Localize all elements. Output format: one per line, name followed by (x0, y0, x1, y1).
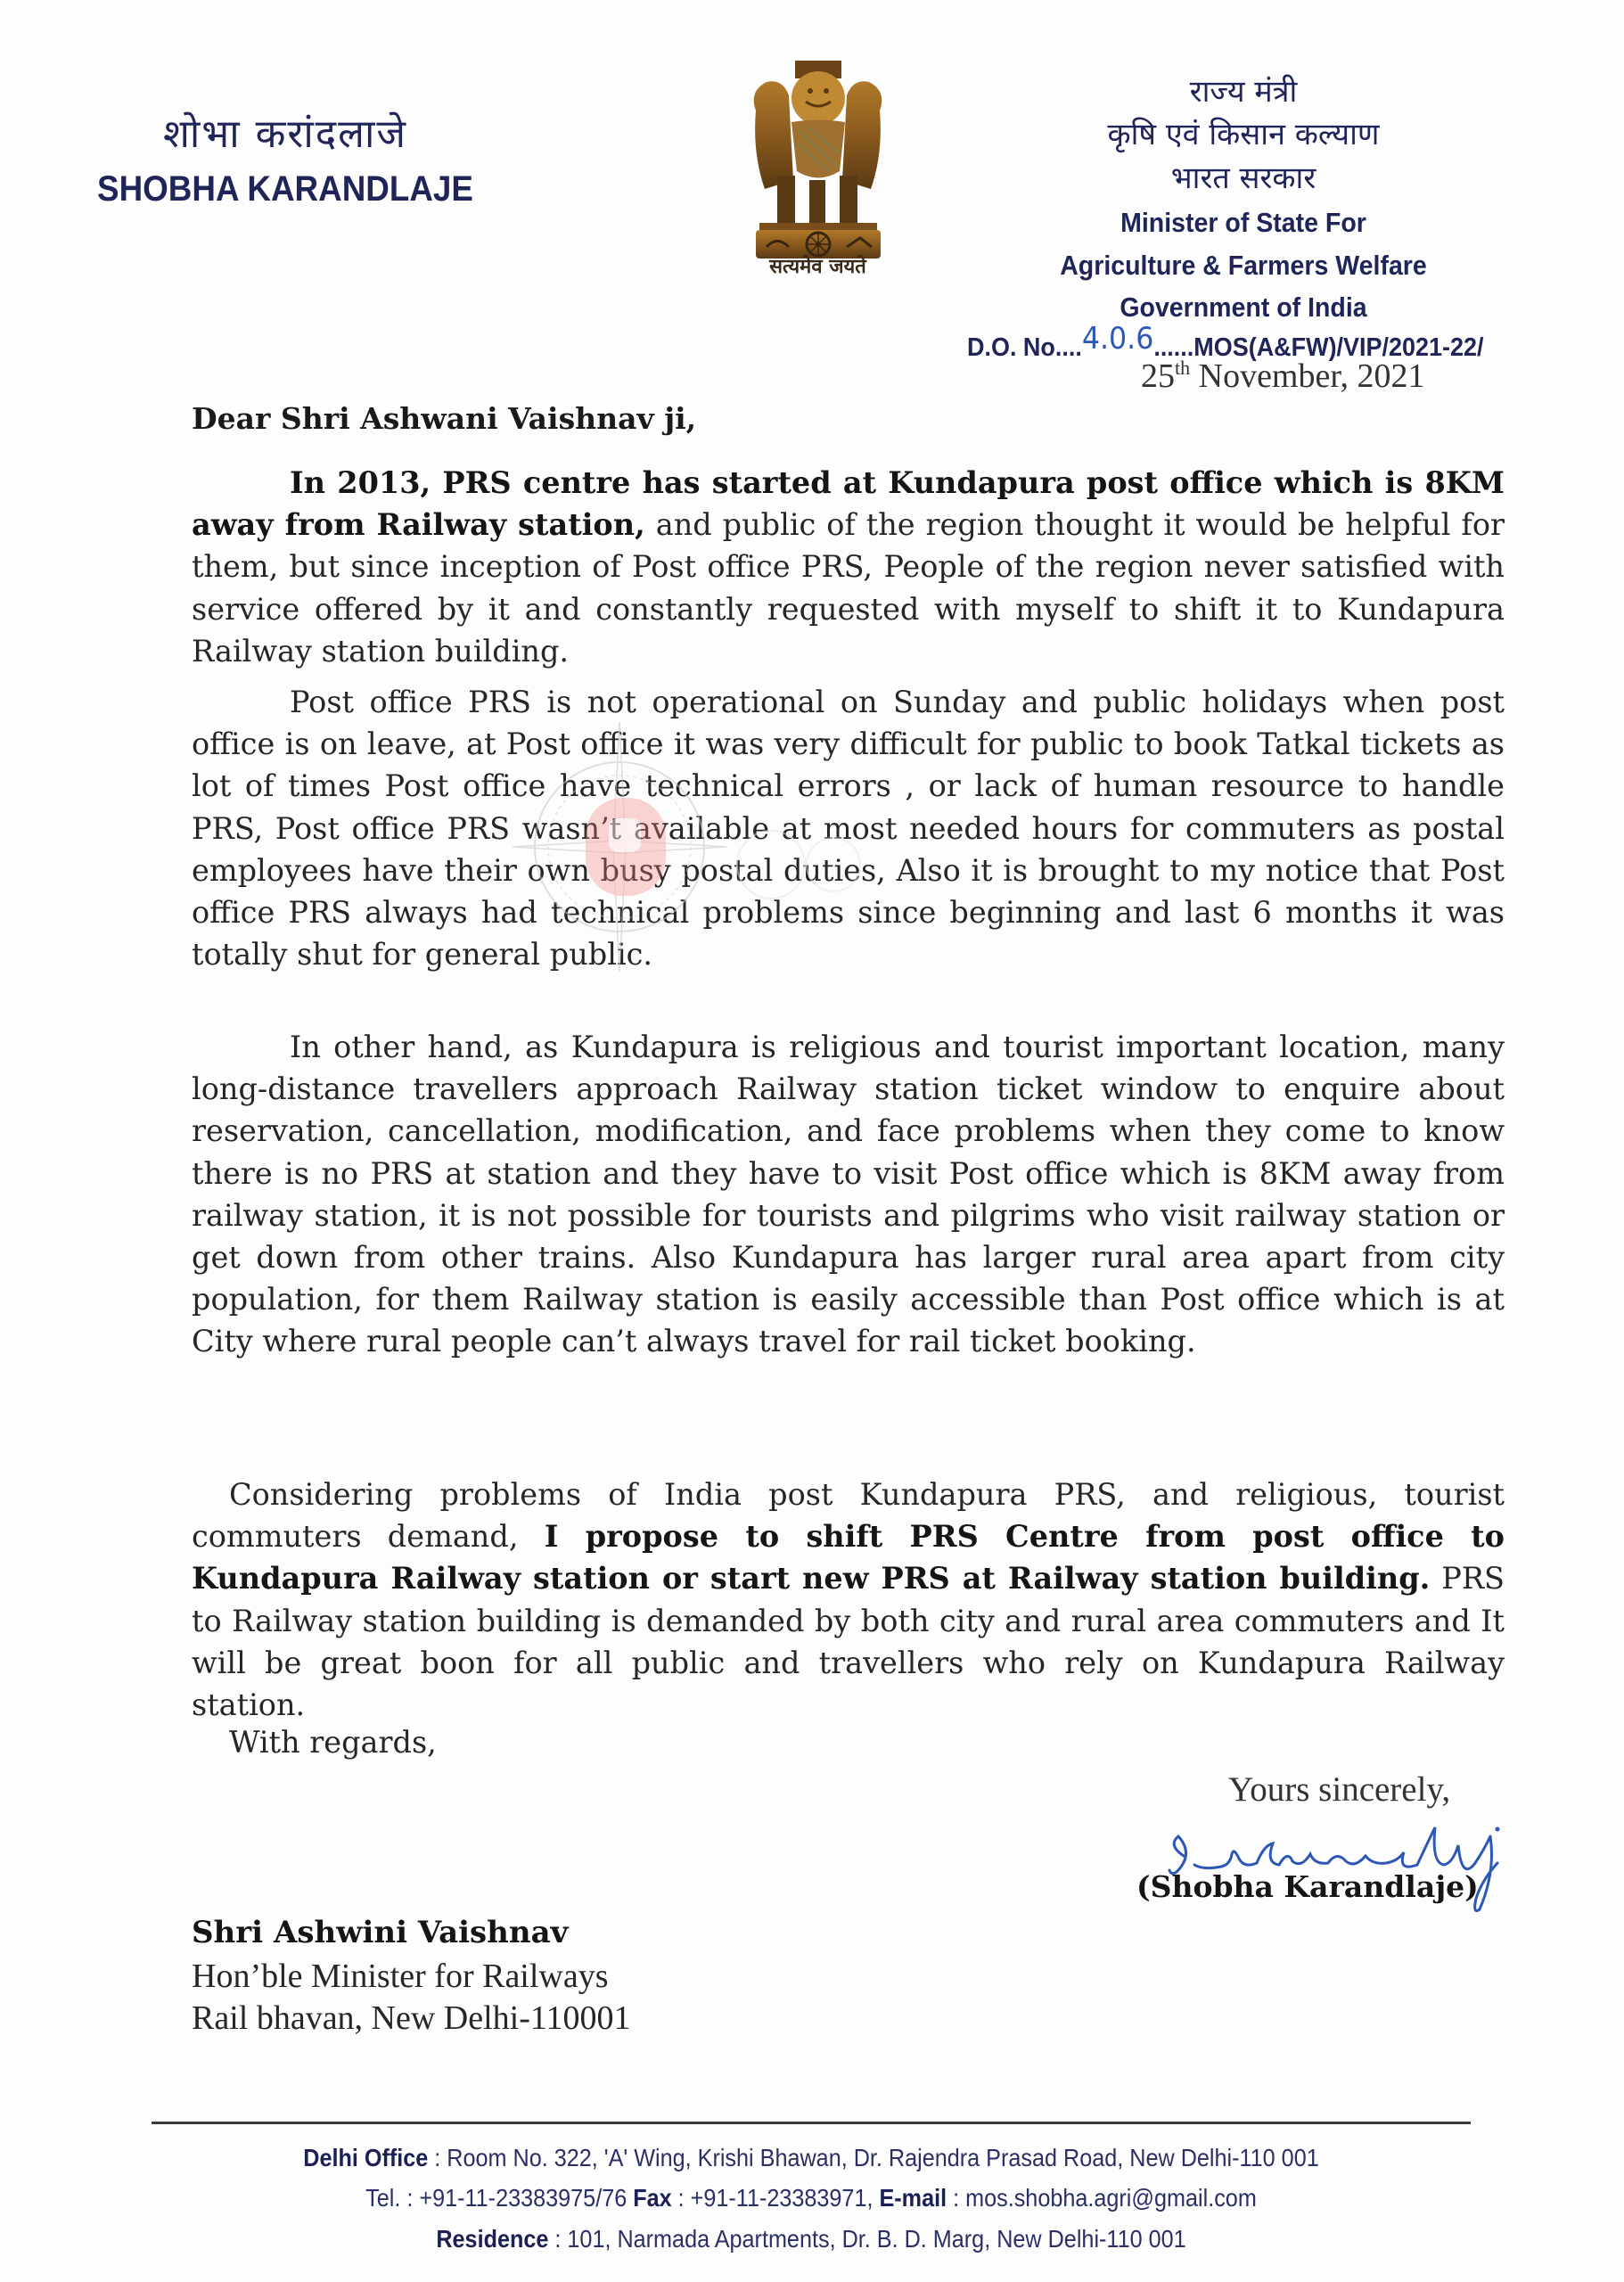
footer-delhi-office: Delhi Office : Room No. 322, 'A' Wing, Krishi Bhawan, Dr. Rajendra Prasad Road, New Delhi-110 001 (303, 2144, 1319, 2171)
do-suffix: ......MOS(A&FW)/VIP/2021-22/ (1153, 333, 1484, 362)
designation-hindi-2: कृषि एवं किसान कल्याण (1107, 117, 1380, 152)
closing-regards: With regards, (229, 1725, 437, 1760)
paragraph-3: In other hand, as Kundapura is religious and tourist important location, many long-distance travellers approach Railway station ticket window to enquire about reservation, cancellation, modification, and face problems when they come to know there is no PRS at station and they have to visit Post office which is 8KM away from railway station, it is not possible for tourists and pilgrims who visit railway station or get down from other trains. Also Kundapura has larger rural area apart from city population, for them Railway station is easily accessible than Post office which is at City where rural people can’t always travel for rail ticket booking. (192, 1030, 1505, 1359)
paragraph-2: Post office PRS is not operational on Sunday and public holidays when post office is on leave, at Post office it was very difficult for public to book Tatkal tickets as lot of times Post office have technical errors , or lack of human resource to handle PRS, Post office PRS wasn’t available at most needed hours for commuters as postal employees have their own busy postal duties, Also it is brought to my notice that Post office PRS always had technical problems since beginning and last 6 months it was totally shut for general public. (192, 685, 1505, 973)
footer-residence: Residence : 101, Narmada Apartments, Dr. B. D. Marg, New Delhi-110 001 (436, 2225, 1186, 2253)
addressee-name: Shri Ashwini Vaishnav (192, 1915, 569, 1950)
designation-hindi-3: भारत सरकार (1170, 160, 1316, 196)
addressee-address: Rail bhavan, New Delhi-110001 (192, 1999, 631, 2037)
designation-english-1: Minister of State For (1120, 207, 1366, 238)
do-prefix: D.O. No.... (967, 333, 1082, 362)
footer-contact: Tel. : +91-11-23383975/76 Fax : +91-11-23383971, E-mail : mos.shobha.agri@gmail.com (365, 2184, 1257, 2212)
paragraph-4: Considering problems of India post Kundapura PRS, and religious, tourist commuters demand, I propose to shift PRS Centre from post office to Kundapura Railway station or start new PRS at Railway station building. PRS to Railway station building is demanded by both city and rural area commuters and It will be great boon for all public and travellers who rely on Kundapura Railway station. (192, 1477, 1505, 1723)
designation-english-2: Agriculture & Farmers Welfare (1060, 250, 1427, 281)
letter-date: 25th November, 2021 (1141, 357, 1425, 395)
letterhead-name-english: SHOBHA KARANDLAJE (97, 169, 473, 209)
paragraph-1: In 2013, PRS centre has started at Kundapura post office which is 8KM away from Railway station, and public of the region thought it would be helpful for them, but since inception of Post office PRS, People of the region never satisfied with service offered by it and constantly requested with myself to shift it to Kundapura Railway station building. (192, 465, 1505, 669)
footer-divider (152, 2122, 1471, 2124)
designation-hindi-1: राज्य मंत्री (1189, 74, 1298, 110)
designation-english-3: Government of India (1120, 291, 1367, 323)
addressee-title: Hon’ble Minister for Railways (192, 1958, 609, 1995)
yours-sincerely: Yours sincerely, (1228, 1770, 1451, 1809)
signer-name: (Shobha Karandlaje) (1136, 1869, 1479, 1904)
emblem-motto: सत्यमेव जयते (769, 256, 866, 278)
do-handwritten-number: 4.0.6 (1081, 321, 1154, 357)
letterhead-name-hindi: शोभा करांदलाजे (162, 111, 408, 157)
salutation: Dear Shri Ashwani Vaishnav ji, (192, 401, 697, 436)
